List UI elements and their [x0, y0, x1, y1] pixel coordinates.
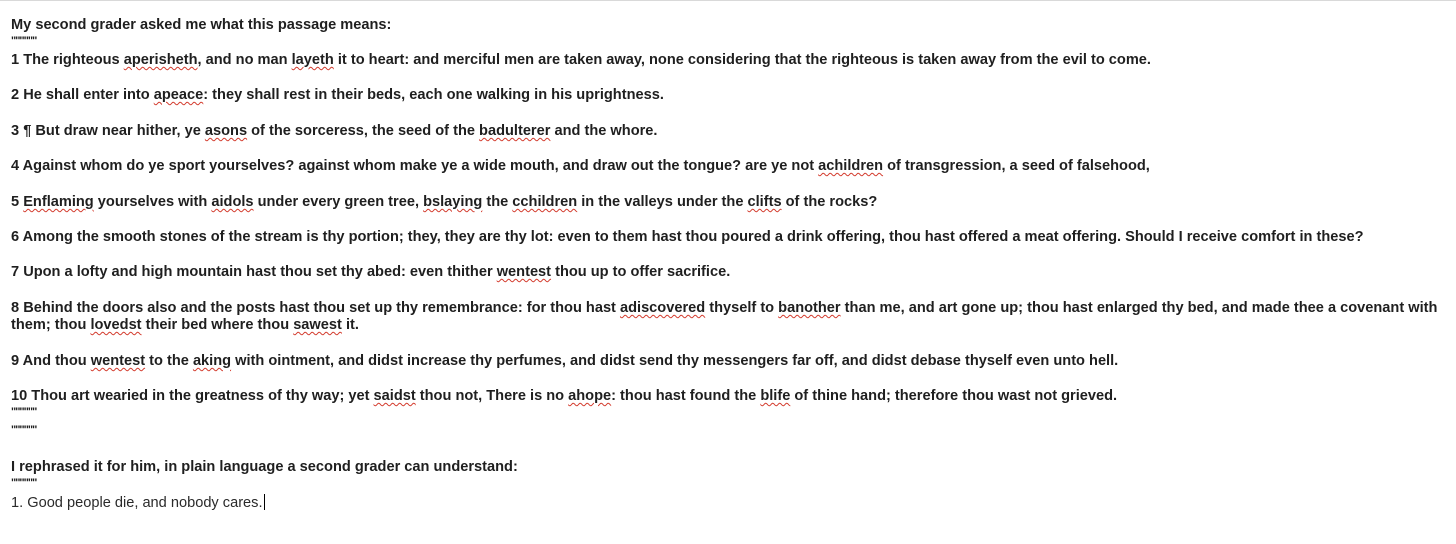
verse-text: Thou art wearied in the greatness of thy way; yet: [31, 388, 370, 404]
verse-text: in the valleys under the: [581, 194, 744, 210]
verse-number: 4: [11, 158, 20, 174]
verse-text: Upon a lofty and high mountain hast thou set thy abed: even thither: [23, 264, 493, 280]
verse-number: 1: [11, 52, 20, 68]
verse-number: 6: [11, 229, 20, 245]
verse-text: of the sorceress, the seed of the: [251, 123, 475, 139]
verse-number: 7: [11, 264, 20, 280]
verse-text: , and no man: [197, 52, 288, 68]
verse-4: [11, 158, 1150, 175]
misspelled-word[interactable]: sawest: [293, 317, 342, 333]
verse-text: of thine hand; therefore thou wast not grieved.: [794, 388, 1118, 404]
verse-number: 5: [11, 194, 20, 210]
verse-text: Behind the doors also and the posts hast thou set up thy remembrance: for thou hast: [23, 300, 616, 316]
verse-text: their bed where thou: [145, 317, 290, 333]
quote-marks-answer: """""": [11, 477, 37, 489]
verse-8: [11, 300, 1443, 334]
verse-text: the: [486, 194, 509, 210]
verse-text: yourselves with: [97, 194, 208, 210]
verse-number: 9: [11, 353, 20, 369]
quote-marks-close: """""": [11, 406, 37, 418]
verse-text: under every green tree,: [257, 194, 420, 210]
verse-text: And thou: [22, 353, 87, 369]
verse-7: [11, 264, 730, 281]
verse-text: with ointment, and didst increase thy perfumes, and didst send thy messengers far off, and didst debase thyself even unto hell.: [235, 353, 1119, 369]
verse-text: of the rocks?: [785, 194, 878, 210]
misspelled-word[interactable]: asons: [204, 123, 248, 139]
verse-text: The righteous: [23, 52, 120, 68]
verse-text: to the: [149, 353, 189, 369]
misspelled-word[interactable]: ahope: [568, 388, 612, 404]
rephrase-intro-line: I rephrased it for him, in plain language a second grader can understand:: [11, 459, 518, 475]
quote-marks-open: """""": [11, 35, 37, 47]
quote-marks-separator: """""": [11, 424, 37, 436]
intro-line: My second grader asked me what this passage means:: [11, 17, 392, 33]
misspelled-word[interactable]: layeth: [291, 52, 334, 68]
misspelled-word[interactable]: apeace: [153, 87, 204, 103]
verse-2: [11, 87, 664, 104]
misspelled-word[interactable]: wentest: [90, 353, 146, 369]
misspelled-word[interactable]: clifts: [747, 194, 782, 210]
misspelled-word[interactable]: aking: [192, 353, 232, 369]
verse-number: 2: [11, 87, 20, 103]
answer-text: 1. Good people die, and nobody cares.: [11, 495, 263, 511]
verse-text: Against whom do ye sport yourselves? against whom make ye a wide mouth, and draw out the tongue? are ye not: [22, 158, 815, 174]
misspelled-word[interactable]: bslaying: [423, 194, 483, 210]
text-cursor: [264, 494, 265, 510]
verse-10: [11, 388, 1117, 405]
misspelled-word[interactable]: achildren: [818, 158, 884, 174]
verse-6: [11, 229, 1364, 246]
verse-9: [11, 353, 1118, 370]
verse-text: and the whore.: [554, 123, 658, 139]
verse-number: 3: [11, 123, 20, 139]
misspelled-word[interactable]: aidols: [211, 194, 254, 210]
verse-text: : thou hast found the: [611, 388, 757, 404]
pilcrow-mark: ¶: [23, 123, 32, 139]
verse-text: : they shall rest in their beds, each one walking in his uprightness.: [203, 87, 664, 103]
misspelled-word[interactable]: lovedst: [90, 317, 142, 333]
verse-text: Among the smooth stones of the stream is thy portion; they, they are thy lot: even to them hast thou poured a drink offering, thou hast offered a meat offering. Should I receive comfort in these?: [22, 229, 1364, 245]
verse-text: it to heart: and merciful men are taken away, none considering that the righteous is taken away from the evil to come.: [337, 52, 1151, 68]
misspelled-word[interactable]: Enflaming: [23, 194, 94, 210]
verse-text: of transgression, a seed of falsehood,: [887, 158, 1150, 174]
misspelled-word[interactable]: wentest: [496, 264, 552, 280]
verse-number: 8: [11, 300, 20, 316]
verse-3: [11, 123, 657, 140]
verse-text: thyself to: [709, 300, 775, 316]
misspelled-word[interactable]: cchildren: [512, 194, 578, 210]
misspelled-word[interactable]: blife: [760, 388, 791, 404]
verse-text: But draw near hither, ye: [35, 123, 201, 139]
misspelled-word[interactable]: banother: [778, 300, 841, 316]
misspelled-word[interactable]: adiscovered: [619, 300, 706, 316]
misspelled-word[interactable]: badulterer: [479, 123, 551, 139]
verse-5: [11, 194, 877, 211]
verse-text: thou not, There is no: [419, 388, 565, 404]
misspelled-word[interactable]: saidst: [373, 388, 416, 404]
verse-number: 10: [11, 388, 28, 404]
verse-text: it.: [345, 317, 359, 333]
answer-line[interactable]: [11, 494, 265, 512]
verse-text: He shall enter into: [23, 87, 150, 103]
misspelled-word[interactable]: aperisheth: [123, 52, 198, 68]
verse-text: thou up to offer sacrifice.: [555, 264, 731, 280]
verse-1: [11, 52, 1151, 69]
verse-text: than me, and art gone up; thou hast enlarged thy bed, and made thee a covenant with them; thou: [11, 300, 1438, 333]
